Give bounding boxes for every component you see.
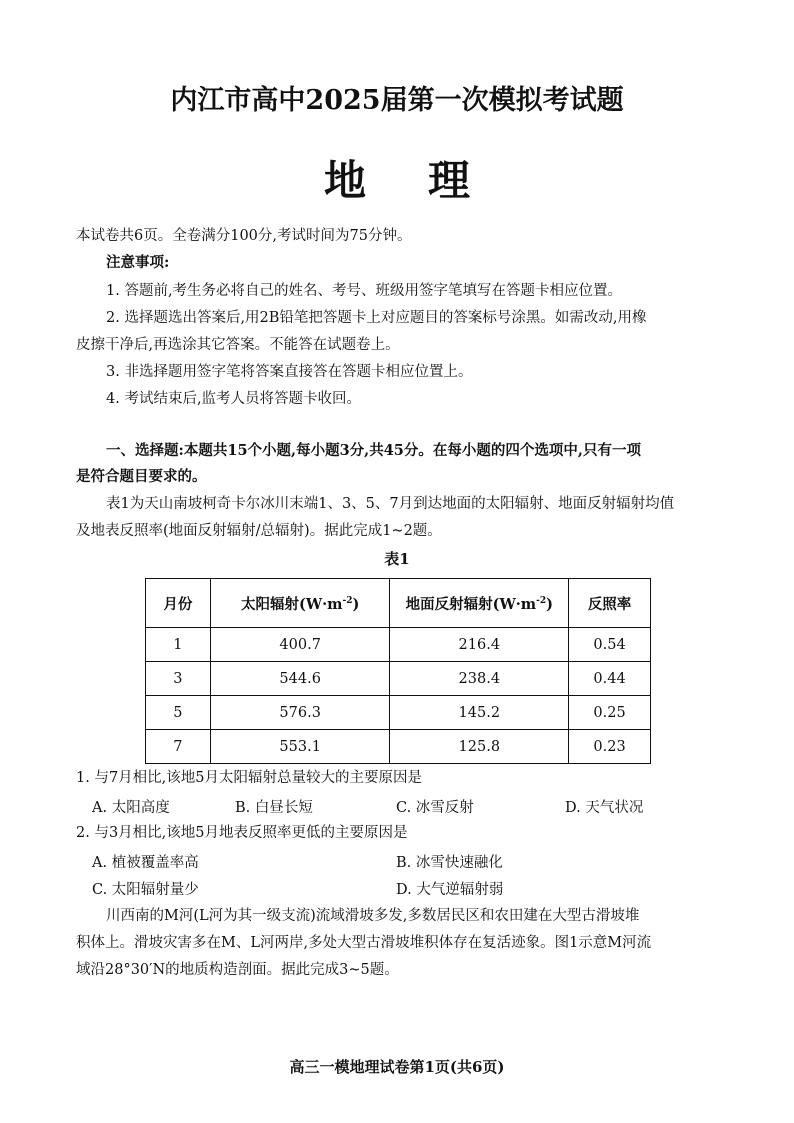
- header-reflected-radiation: 地面反射辐射$(W\cdot m^{-2})$: [390, 579, 569, 628]
- table-cell: 553.1: [210, 730, 390, 764]
- note-item-2: 2. 选择题选出答案后,用2B铅笔把答题卡上对应题目的答案标号涂黑。如需改动,用橡: [106, 310, 647, 326]
- q1-option-c: C. 冰雪反射: [396, 800, 474, 816]
- q1-option-a: A. 太阳高度: [92, 800, 170, 816]
- table-cell: 3: [146, 662, 211, 696]
- notes-heading: 注意事项:: [106, 254, 170, 271]
- page-footer: 高三一模地理试卷第1页(共6页): [289, 1058, 505, 1076]
- q1-option-b: B. 白昼长短: [235, 800, 313, 816]
- table-cell: 0.44: [569, 662, 651, 696]
- table-cell: 0.54: [569, 628, 651, 662]
- material-2-line-1: 川西南的M河(L河为其一级支流)流域滑坡多发,多数居民区和农田建在大型古滑坡堆: [106, 908, 640, 924]
- q2-option-b: B. 冰雪快速融化: [396, 855, 503, 871]
- table-row: [146, 662, 651, 696]
- q1-option-d: D. 天气状况: [565, 800, 644, 816]
- exam-intro: 本试卷共6页。全卷满分100分,考试时间为75分钟。: [76, 228, 412, 244]
- subject-char-2: 理: [428, 156, 471, 205]
- header-month: 月份: [146, 579, 211, 628]
- table-cell: 0.23: [569, 730, 651, 764]
- table-cell: 544.6: [210, 662, 390, 696]
- q2-option-c: C. 太阳辐射量少: [92, 882, 199, 898]
- table-cell: 238.4: [390, 662, 569, 696]
- table-cell: 400.7: [210, 628, 390, 662]
- question-2-stem: 2. 与3月相比,该地5月地表反照率更低的主要原因是: [76, 825, 408, 841]
- material-2-line-2: 积体上。滑坡灾害多在M、L河两岸,多处大型古滑坡堆积体存在复活迹象。图1示意M河流: [76, 935, 652, 951]
- table-row: [146, 696, 651, 730]
- material-2-line-3: 域沿28°30′N的地质构造剖面。据此完成3~5题。: [76, 962, 399, 978]
- table-header-row: [146, 579, 651, 628]
- exam-title: 内江市高中2025届第一次模拟考试题: [170, 85, 624, 116]
- subject-char-1: 地: [323, 156, 366, 205]
- section-heading-cont: 是符合题目要求的。: [76, 468, 207, 485]
- table-cell: 0.25: [569, 696, 651, 730]
- header-albedo: 反照率: [569, 579, 651, 628]
- table-caption: 表1: [384, 550, 410, 568]
- table-cell: 5: [146, 696, 211, 730]
- subject-title: [0, 148, 794, 208]
- section-heading: 一、选择题:本题共15个小题,每小题3分,共45分。在每小题的四个选项中,只有一项: [106, 442, 641, 459]
- note-item-1: 1. 答题前,考生务必将自己的姓名、考号、班级用签字笔填写在答题卡相应位置。: [106, 283, 623, 299]
- table-cell: 7: [146, 730, 211, 764]
- q2-option-a: A. 植被覆盖率高: [92, 855, 199, 871]
- q2-option-d: D. 大气逆辐射弱: [396, 882, 504, 898]
- note-item-2-cont: 皮擦干净后,再选涂其它答案。不能答在试题卷上。: [76, 337, 400, 353]
- table-row: [146, 628, 651, 662]
- note-item-3: 3. 非选择题用签字笔将答案直接答在答题卡相应位置上。: [106, 364, 473, 380]
- table-cell: 125.8: [390, 730, 569, 764]
- table-cell: 145.2: [390, 696, 569, 730]
- material-1-line-1: 表1为天山南坡柯奇卡尔冰川末端1、3、5、7月到达地面的太阳辐射、地面反射辐射均值: [106, 496, 675, 512]
- data-table: [145, 578, 651, 764]
- question-1-stem: 1. 与7月相比,该地5月太阳辐射总量较大的主要原因是: [76, 770, 423, 786]
- header-solar-radiation: 太阳辐射$(W\cdot m^{-2})$: [210, 579, 390, 628]
- table-row: [146, 730, 651, 764]
- table-cell: 216.4: [390, 628, 569, 662]
- note-item-4: 4. 考试结束后,监考人员将答题卡收回。: [106, 391, 362, 407]
- table-cell: 576.3: [210, 696, 390, 730]
- material-1-line-2: 及地表反照率(地面反射辐射/总辐射)。据此完成1~2题。: [76, 523, 442, 539]
- table-cell: 1: [146, 628, 211, 662]
